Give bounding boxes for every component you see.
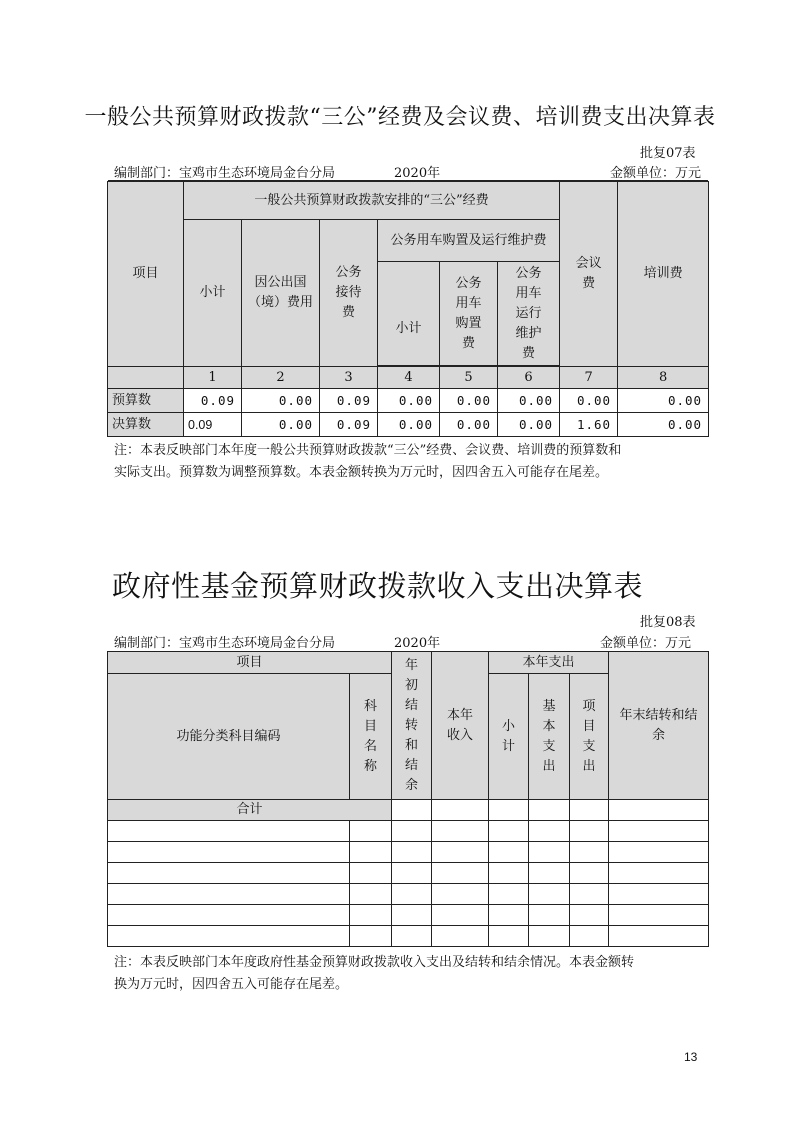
table1: [107, 181, 709, 437]
t2-cell: [609, 863, 709, 884]
table-row: [108, 905, 709, 926]
t2-cell: [432, 842, 489, 863]
t2-cell: [392, 905, 432, 926]
table2-dept: 编制部门：宝鸡市生态环境局金台分局: [114, 636, 336, 651]
t1-cell: 0.09: [320, 413, 378, 437]
t1-col-number: 1: [184, 367, 242, 389]
table2-year: 2020年: [394, 636, 441, 651]
t1-col-number: 6: [498, 367, 560, 389]
t1-header-abroad: 因公出国（境）费用: [242, 220, 320, 367]
t2-cell: [609, 926, 709, 947]
t1-header-vehicle-group: 公务用车购置及运行维护费: [378, 220, 560, 262]
t2-cell: [529, 926, 570, 947]
t2-cell: [489, 842, 529, 863]
t1-cell: 0.00: [498, 413, 560, 437]
t2-cell: [350, 884, 392, 905]
t2-cell: [609, 905, 709, 926]
t1-col-number: 7: [560, 367, 618, 389]
t2-cell: [570, 821, 609, 842]
t2-cell: [432, 926, 489, 947]
t2-cell: [108, 863, 350, 884]
table-row: [108, 800, 709, 821]
t2-cell: [570, 905, 609, 926]
table2-title: 政府性基金预算财政拨款收入支出决算表: [112, 569, 644, 603]
t2-cell: [350, 905, 392, 926]
t2-cell: [529, 821, 570, 842]
t2-header-basic: 基本支出: [529, 674, 570, 800]
t2-cell: [570, 926, 609, 947]
t2-cell: [432, 800, 489, 821]
t2-cell: [570, 863, 609, 884]
t1-col-number: 5: [440, 367, 498, 389]
t1-col-number: 3: [320, 367, 378, 389]
t1-col-number: 8: [618, 367, 709, 389]
t2-cell: [350, 926, 392, 947]
table-row: [108, 884, 709, 905]
t1-cell: 0.00: [378, 389, 440, 413]
t2-cell: [350, 842, 392, 863]
t2-cell: [108, 884, 350, 905]
table1-year: 2020年: [394, 166, 441, 181]
t2-cell: [570, 842, 609, 863]
table2-unit: 金额单位：万元: [600, 636, 692, 651]
t1-cell: 0.00: [440, 389, 498, 413]
t2-header-income: 本年收入: [432, 652, 489, 800]
t2-cell: [489, 884, 529, 905]
t2-cell: [609, 821, 709, 842]
t2-cell: [108, 926, 350, 947]
t1-header-subtotal: 小计: [184, 220, 242, 367]
t1-header-meeting: 会议费: [560, 182, 618, 367]
table-row: [108, 842, 709, 863]
table-row: [108, 413, 709, 437]
t2-header-expense-group: 本年支出: [489, 652, 609, 674]
t1-cell: 0.00: [378, 413, 440, 437]
table1-note-line2: 实际支出。预算数为调整预算数。本表金额转换为万元时，因四舍五入可能存在尾差。: [114, 465, 609, 480]
t1-header-vehicle-operation: 公务用车运行维护费: [498, 262, 560, 366]
t1-col-number-blank: [108, 367, 184, 389]
table1-code: 批复07表: [640, 146, 696, 161]
t2-cell: [529, 842, 570, 863]
table2-note-line2: 换为万元时，因四舍五入可能存在尾差。: [114, 977, 349, 992]
t1-header-vehicle-purchase: 公务用车购置费: [440, 262, 498, 366]
t1-cell: 0.00: [618, 389, 709, 413]
t1-col-number: 4: [378, 367, 440, 389]
t1-col-number: 2: [242, 367, 320, 389]
t2-cell: [570, 800, 609, 821]
t2-cell: [392, 863, 432, 884]
t1-header-training: 培训费: [618, 182, 709, 367]
table2: [107, 651, 709, 947]
t2-cell: [489, 905, 529, 926]
t1-header-group: 一般公共预算财政拨款安排的“三公”经费: [184, 182, 560, 220]
t2-cell: [489, 800, 529, 821]
t1-cell: 0.09: [184, 389, 242, 413]
t2-cell: [489, 863, 529, 884]
t2-cell: [432, 821, 489, 842]
table1-dept: 编制部门：宝鸡市生态环境局金台分局: [114, 166, 336, 181]
page-number: 13: [684, 1050, 698, 1064]
t2-header-subtotal: 小计: [489, 674, 529, 800]
t2-cell: [432, 884, 489, 905]
t1-cell: 0.00: [618, 413, 709, 437]
t1-cell: 1.60: [560, 413, 618, 437]
t2-cell: [570, 884, 609, 905]
table2-note-line1: 注：本表反映部门本年度政府性基金预算财政拨款收入支出及结转和结余情况。本表金额转: [114, 955, 635, 970]
t2-cell: [392, 926, 432, 947]
t2-cell: [392, 800, 432, 821]
t2-header-project: 项目支出: [570, 674, 609, 800]
table1-title: 一般公共预算财政拨款“三公”经费及会议费、培训费支出决算表: [84, 105, 716, 130]
t2-header-end-balance: 年末结转和结余: [609, 652, 709, 800]
t2-cell: [529, 863, 570, 884]
t2-cell: [529, 800, 570, 821]
t2-header-subject-name: 科目名称: [350, 674, 392, 800]
t2-cell: [432, 905, 489, 926]
table-row: [108, 389, 709, 413]
table1-note-line1: 注：本表反映部门本年度一般公共预算财政拨款“三公”经费、会议费、培训费的预算数和: [114, 443, 622, 458]
t2-cell: [350, 863, 392, 884]
t2-cell: [350, 821, 392, 842]
t1-cell: 0.00: [242, 413, 320, 437]
table-row: [108, 821, 709, 842]
t2-cell: [392, 884, 432, 905]
table2-code: 批复08表: [640, 615, 696, 630]
t1-header-reception: 公务接待费: [320, 220, 378, 367]
t2-cell: [108, 821, 350, 842]
t1-header-vehicle-subtotal: 小计: [378, 262, 440, 366]
t1-header-item: 项目: [108, 182, 184, 367]
table-row: [108, 863, 709, 884]
t2-cell: [392, 821, 432, 842]
t2-cell: [489, 821, 529, 842]
table1-unit: 金额单位：万元: [610, 166, 702, 181]
t2-cell: [489, 926, 529, 947]
t1-cell: 0.09: [320, 389, 378, 413]
t2-header-func-code: 功能分类科目编码: [108, 674, 350, 800]
t2-cell: [529, 884, 570, 905]
t2-header-begin-balance: 年初结转和结余: [392, 652, 432, 800]
t2-total-label: 合计: [108, 800, 392, 821]
t2-cell: [529, 905, 570, 926]
t2-cell: [609, 842, 709, 863]
t2-cell: [432, 863, 489, 884]
t2-cell: [108, 905, 350, 926]
t2-cell: [108, 842, 350, 863]
t2-cell: [392, 842, 432, 863]
t1-cell: 0.00: [242, 389, 320, 413]
t2-cell: [609, 800, 709, 821]
t1-cell: 0.00: [498, 389, 560, 413]
t1-cell: 0.09: [184, 413, 242, 437]
table-row: [108, 926, 709, 947]
t2-header-item: 项目: [108, 652, 392, 674]
t1-row-label: 预算数: [108, 389, 184, 413]
t1-cell: 0.00: [440, 413, 498, 437]
t2-cell: [609, 884, 709, 905]
t1-cell: 0.00: [560, 389, 618, 413]
t1-row-label: 决算数: [108, 413, 184, 437]
